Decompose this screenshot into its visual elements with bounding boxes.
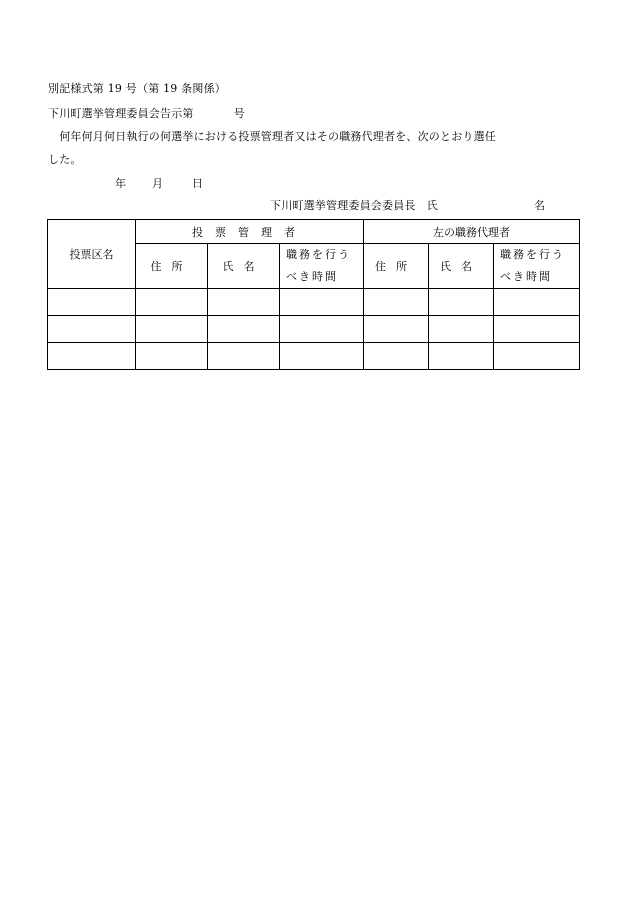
deputy-address-cell[interactable] — [364, 343, 429, 370]
district-cell[interactable] — [48, 343, 136, 370]
deputy-duty-label-2: べき時間 — [500, 270, 553, 283]
manager-group-label: 投票管理者 — [192, 225, 308, 239]
manager-duty-cell[interactable] — [280, 289, 364, 316]
manager-name-cell[interactable] — [208, 316, 280, 343]
deputy-address-label: 住所 — [375, 260, 418, 273]
district-header-label: 投票区名 — [69, 248, 114, 261]
manager-name-label: 氏名 — [222, 260, 265, 273]
manager-duty-cell[interactable] — [280, 343, 364, 370]
deputy-name-label: 氏名 — [440, 260, 483, 273]
notice-number-line — [48, 105, 245, 121]
deputy-address-header — [364, 244, 429, 289]
table-row — [48, 343, 580, 370]
table-header-row-1 — [48, 220, 580, 244]
manager-address-label: 住所 — [150, 260, 193, 273]
manager-address-header — [136, 244, 208, 289]
deputy-duty-header — [494, 244, 580, 289]
district-cell[interactable] — [48, 316, 136, 343]
manager-duty-label-1: 職務を行う — [286, 248, 351, 261]
notice-prefix: 下川町選挙管理委員会告示第 — [48, 107, 194, 120]
form-number: 別記様式第 19 号（第 19 条関係） — [48, 82, 226, 95]
signer-title: 下川町選挙管理委員会委員長 氏 — [270, 199, 438, 212]
manager-duty-header — [280, 244, 364, 289]
deputy-duty-cell[interactable] — [494, 316, 580, 343]
deputy-name-cell[interactable] — [429, 343, 494, 370]
deputy-name-cell[interactable] — [429, 289, 494, 316]
body-text-1: 何年何月何日執行の何選挙における投票管理者又はその職務代理者を、次のとおり選任 — [59, 130, 497, 143]
manager-address-cell[interactable] — [136, 343, 208, 370]
district-header — [48, 220, 136, 289]
appointment-table — [47, 219, 580, 370]
body-text-line-2: した。 — [48, 153, 82, 166]
deputy-duty-cell[interactable] — [494, 289, 580, 316]
table-row — [48, 289, 580, 316]
deputy-group-label: 左の職務代理者 — [433, 225, 511, 239]
manager-address-cell[interactable] — [136, 316, 208, 343]
body-text-line-1 — [48, 128, 496, 144]
deputy-address-cell[interactable] — [364, 289, 429, 316]
deputy-group-header — [364, 220, 580, 244]
manager-duty-label-2: べき時間 — [286, 270, 338, 283]
district-cell[interactable] — [48, 289, 136, 316]
date-day: 日 — [192, 177, 204, 190]
manager-duty-cell[interactable] — [280, 316, 364, 343]
manager-name-header — [208, 244, 280, 289]
notice-suffix: 号 — [233, 107, 245, 120]
date-year: 年 — [115, 177, 127, 190]
deputy-duty-label-1: 職務を行う — [500, 248, 566, 261]
manager-name-cell[interactable] — [208, 343, 280, 370]
manager-name-cell[interactable] — [208, 289, 280, 316]
deputy-duty-cell[interactable] — [494, 343, 580, 370]
deputy-address-cell[interactable] — [364, 316, 429, 343]
date-month: 月 — [152, 177, 164, 190]
deputy-name-header — [429, 244, 494, 289]
deputy-name-cell[interactable] — [429, 316, 494, 343]
table-row — [48, 316, 580, 343]
manager-group-header — [136, 220, 364, 244]
manager-address-cell[interactable] — [136, 289, 208, 316]
signer-name-suffix: 名 — [534, 199, 546, 212]
